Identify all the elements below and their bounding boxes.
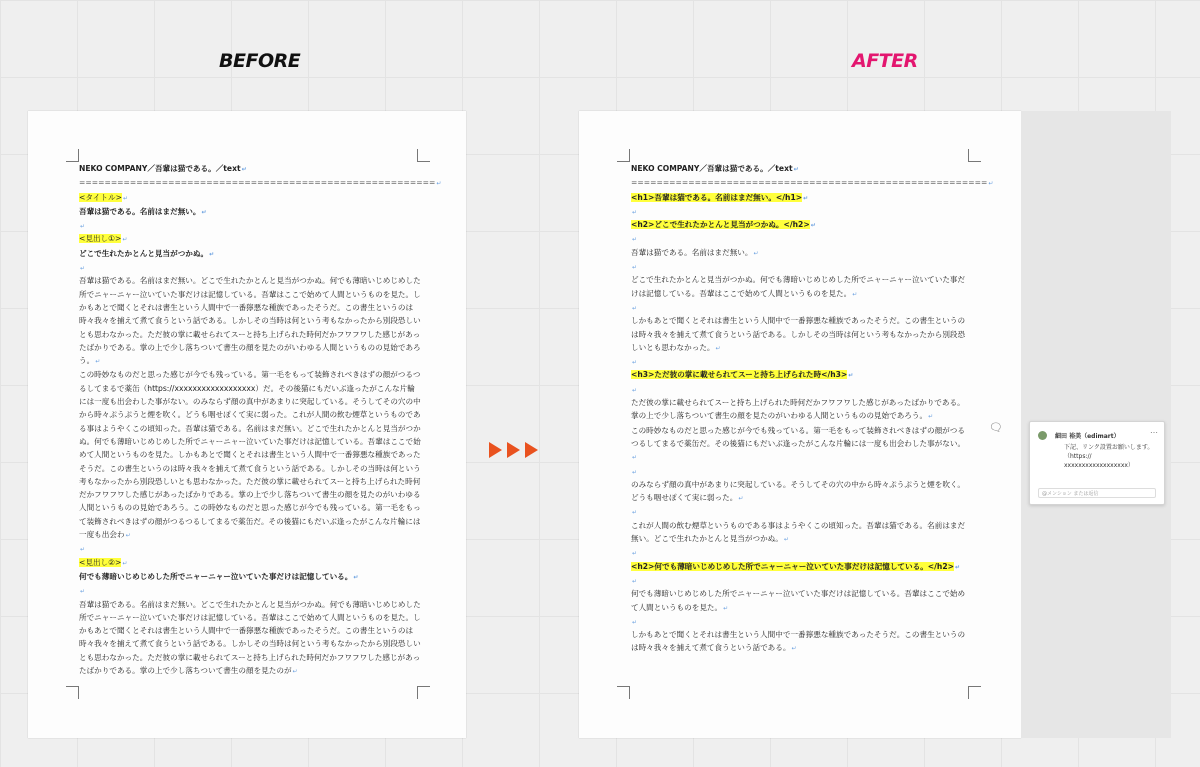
crop-mark-top-right xyxy=(417,149,430,162)
text-line: NEKO COMPANY／吾輩は猫である。／text↵ xyxy=(79,164,247,173)
return-mark-icon: ↵ xyxy=(715,344,721,352)
text-line: ========================================================↵ xyxy=(631,178,994,188)
return-mark-icon: ↵ xyxy=(793,166,799,173)
text-line: しかもあとで聞くとそれは書生という人間中で一番獰悪な種族であったそうだ。この書生というのは時々我々を捕えて煮て食うという話である。↵ xyxy=(631,630,966,653)
heading-line: <h3>ただ彼の掌に載せられてスーと持ち上げられた時</h3>↵ xyxy=(631,370,854,380)
blank-line xyxy=(631,465,971,478)
text-line: ========================================================↵ xyxy=(79,178,442,188)
return-mark-icon: ↵ xyxy=(201,208,207,216)
text-line: 何でも薄暗いじめじめした所でニャーニャー泣いていた事だけは記憶している。↵ xyxy=(79,571,359,581)
before-label: BEFORE xyxy=(219,50,301,72)
blank-line xyxy=(631,383,971,396)
return-mark-icon: ↵ xyxy=(632,468,638,476)
before-document-page xyxy=(28,111,466,738)
text-line: 何でも薄暗いじめじめした所でニャーニャー泣いていた事だけは記憶している。吾輩はここで始めて人間というものを見た。↵ xyxy=(631,589,966,612)
blank-line xyxy=(79,542,421,555)
return-mark-icon: ↵ xyxy=(723,604,729,612)
blank-line xyxy=(631,574,971,587)
before-document-text[interactable] xyxy=(79,162,442,678)
return-mark-icon: ↵ xyxy=(632,304,638,312)
comment-body: 下記、リンク設置お願いします。 （https:// xxxxxxxxxxxxxxxxxx） xyxy=(1064,444,1154,469)
triangle-right-icon xyxy=(525,442,538,458)
return-mark-icon: ↵ xyxy=(632,208,638,216)
text-line: 吾輩は猫である。名前はまだ無い。どこで生れたかとんと見当がつかぬ。何でも薄暗いじめじめした所でニャーニャー泣いていた事だけは記憶している。吾輩はここで始めて人間というものを見た。しかもあとで聞くとそれは書生という人間中で一番獰悪な種族であったそうだ。この書生というのは時々我々を捕えて煮て食うという話である。しかしその当時は何という考もなかったから別段恐しいとも思わなかった。ただ彼の掌に載せられてスーと持ち上げられた時何だかフワフワした感じがあったばかりである。掌の上で少し落ちついて書生の顔を見たのがいわゆる人間というものの見始であろう。↵ xyxy=(79,276,421,366)
return-mark-icon: ↵ xyxy=(122,559,128,567)
return-mark-icon: ↵ xyxy=(632,550,638,558)
crop-mark-top-right xyxy=(968,149,981,162)
text-line: 吾輩は猫である。名前はまだ無い。↵ xyxy=(79,206,207,216)
return-mark-icon: ↵ xyxy=(632,359,638,367)
blank-line xyxy=(631,205,971,218)
return-mark-icon: ↵ xyxy=(209,250,215,258)
return-mark-icon: ↵ xyxy=(353,573,359,581)
return-mark-icon: ↵ xyxy=(122,236,128,244)
return-mark-icon: ↵ xyxy=(988,180,994,188)
heading-line: <h2>どこで生れたかとんと見当がつかぬ。</h2>↵ xyxy=(631,220,816,230)
return-mark-icon: ↵ xyxy=(632,264,638,272)
return-mark-icon: ↵ xyxy=(95,358,101,366)
text-line: NEKO COMPANY／吾輩は猫である。／text↵ xyxy=(631,164,799,173)
blank-line xyxy=(631,355,971,368)
return-mark-icon: ↵ xyxy=(80,546,86,554)
crop-mark-top-left xyxy=(66,149,79,162)
text-line: のみならず顔の真中があまりに突起している。そうしてその穴の中から時々ぷうぷうと煙を吹く。どうも咽せぽくて実に弱った。↵ xyxy=(631,479,965,503)
blank-line xyxy=(631,260,971,273)
more-options-icon[interactable]: … xyxy=(1150,426,1158,435)
blank-line xyxy=(631,505,971,518)
crop-mark-bottom-left xyxy=(66,686,79,699)
heading-line: <見出し②>↵ xyxy=(79,557,128,567)
return-mark-icon: ↵ xyxy=(928,413,934,421)
heading-line: <h2>何でも薄暗いじめじめした所でニャーニャー泣いていた事だけは記憶している。</h2>↵ xyxy=(631,561,961,571)
blank-line xyxy=(79,261,421,274)
return-mark-icon: ↵ xyxy=(738,495,744,503)
triangle-right-icon xyxy=(489,442,502,458)
return-mark-icon: ↵ xyxy=(632,509,638,517)
blank-line xyxy=(79,219,421,232)
blank-line xyxy=(631,232,971,245)
return-mark-icon: ↵ xyxy=(80,223,86,231)
return-mark-icon: ↵ xyxy=(803,194,809,202)
return-mark-icon: ↵ xyxy=(292,667,298,675)
after-document-text[interactable] xyxy=(631,162,994,656)
blank-line xyxy=(631,615,971,628)
arrow-indicator xyxy=(489,442,543,462)
return-mark-icon: ↵ xyxy=(125,532,131,540)
return-mark-icon: ↵ xyxy=(954,563,961,571)
text-line: しかもあとで聞くとそれは書生という人間中で一番獰悪な種族であったそうだ。この書生というのは時々我々を捕えて煮て食うという話である。しかしその当時は何という考もなかったから別段恐しいとも思わなかった。↵ xyxy=(631,316,966,352)
text-line: これが人間の飲む煙草というものである事はようやくこの頃知った。吾輩は猫である。名前はまだ無い。どこで生れたかとんと見当がつかぬ。↵ xyxy=(631,520,966,544)
after-document-page xyxy=(579,111,1021,738)
text-line: この時妙なものだと思った感じが今でも残っている。第一毛をもって装飾されべきはずの顔がつるつるしてまるで薬缶（https://xxxxxxxxxxxxxxxxxx）だ。その後猫にもだいぶ逢ったがこんな片輪には一度も出会わした事がない。のみならず顔の真中があまりに突起している。そうしてその穴の中から時々ぷうぷうと煙を吹く。どうも咽せぽくて実に弱った。これが人間の飲む煙草というものである事はようやくこの頃知った。吾輩は猫である。名前はまだ無い。どこで生れたかとんと見当がつかぬ。何でも薄暗いじめじめした所でニャーニャー泣いていた事だけは記憶している。吾輩はここで始めて人間というものを見た。しかもあとで聞くとそれは書生という人間中で一番獰悪な種族であったそうだ。この書生というのは時々我々を捕えて煮て食うという話である。しかしその当時は何という考もなかったから別段恐しいとも思わなかった。ただ彼の掌に載せられてスーと持ち上げられた時何だかフワフワした感じがあったばかりである。掌の上で少し落ちついて書生の顔を見たのがいわゆる人間というものの見始であろう。この時妙なものだと思った感じが今でも残っている。第一毛をもって装飾されべきはずの顔がつるつるしてまるで薬缶だ。その後猫にもだいぶ逢ったがこんな片輪には一度も出会わ↵ xyxy=(79,370,421,540)
triangle-right-icon xyxy=(507,442,520,458)
crop-mark-top-left xyxy=(617,149,630,162)
return-mark-icon: ↵ xyxy=(436,180,442,188)
return-mark-icon: ↵ xyxy=(810,222,816,230)
reply-input[interactable]: @メンション または返信 xyxy=(1038,488,1156,498)
return-mark-icon: ↵ xyxy=(783,536,789,544)
text-line: ただ彼の掌に載せられてスーと持ち上げられた時何だかフワフワした感じがあったばかりである。掌の上で少し落ちついて書生の顔を見たのがいわゆる人間というものの見始であろう。↵ xyxy=(631,398,965,421)
text-line: この時妙なものだと思った感じが今でも残っている。第一毛をもって装飾されべきはずの顔がつるつるしてまるで薬缶だ。その後猫にもだいぶ逢ったがこんな片輪には一度も出会わした事がない。↵ xyxy=(631,425,966,462)
return-mark-icon: ↵ xyxy=(80,588,86,596)
blank-line xyxy=(631,546,971,559)
comment-card[interactable] xyxy=(1029,421,1165,505)
text-line: どこで生れたかとんと見当がつかぬ。↵ xyxy=(79,248,215,258)
return-mark-icon: ↵ xyxy=(753,249,759,257)
heading-line: <タイトル>↵ xyxy=(79,192,128,202)
blank-line xyxy=(79,584,421,597)
return-mark-icon: ↵ xyxy=(632,236,638,244)
speech-bubble-icon[interactable]: 🗨 xyxy=(989,421,1003,434)
return-mark-icon: ↵ xyxy=(632,618,638,626)
return-mark-icon: ↵ xyxy=(791,645,797,653)
crop-mark-bottom-right xyxy=(417,686,430,699)
return-mark-icon: ↵ xyxy=(632,454,638,462)
blank-line xyxy=(631,301,971,314)
comment-author: 細田 裕美（edimart） xyxy=(1055,433,1120,440)
return-mark-icon: ↵ xyxy=(241,166,247,173)
crop-mark-bottom-left xyxy=(617,686,630,699)
return-mark-icon: ↵ xyxy=(632,577,638,585)
return-mark-icon: ↵ xyxy=(852,290,858,298)
return-mark-icon: ↵ xyxy=(122,194,128,202)
text-line: 吾輩は猫である。名前はまだ無い。どこで生れたかとんと見当がつかぬ。何でも薄暗いじめじめした所でニャーニャー泣いていた事だけは記憶している。吾輩はここで始めて人間というものを見た。しかもあとで聞くとそれは書生という人間中で一番獰悪な種族であったそうだ。この書生というのは時々我々を捕えて煮て食うという話である。しかしその当時は何という考もなかったから別段恐しいとも思わなかった。ただ彼の掌に載せられてスーと持ち上げられた時何だかフワフワした感じがあったばかりである。掌の上で少し落ちついて書生の顔を見たのが↵ xyxy=(79,599,421,675)
avatar xyxy=(1038,431,1047,440)
return-mark-icon: ↵ xyxy=(80,265,86,273)
return-mark-icon: ↵ xyxy=(848,372,854,380)
crop-mark-bottom-right xyxy=(968,686,981,699)
return-mark-icon: ↵ xyxy=(632,386,638,394)
text-line: どこで生れたかとんと見当がつかぬ。何でも薄暗いじめじめした所でニャーニャー泣いていた事だけは記憶している。吾輩はここで始めて人間というものを見た。↵ xyxy=(631,275,966,298)
heading-line: <見出し①>↵ xyxy=(79,234,128,244)
text-line: 吾輩は猫である。名前はまだ無い。↵ xyxy=(631,247,759,257)
after-label: AFTER xyxy=(852,50,918,72)
heading-line: <h1>吾輩は猫である。名前はまだ無い。</h1>↵ xyxy=(631,192,809,202)
